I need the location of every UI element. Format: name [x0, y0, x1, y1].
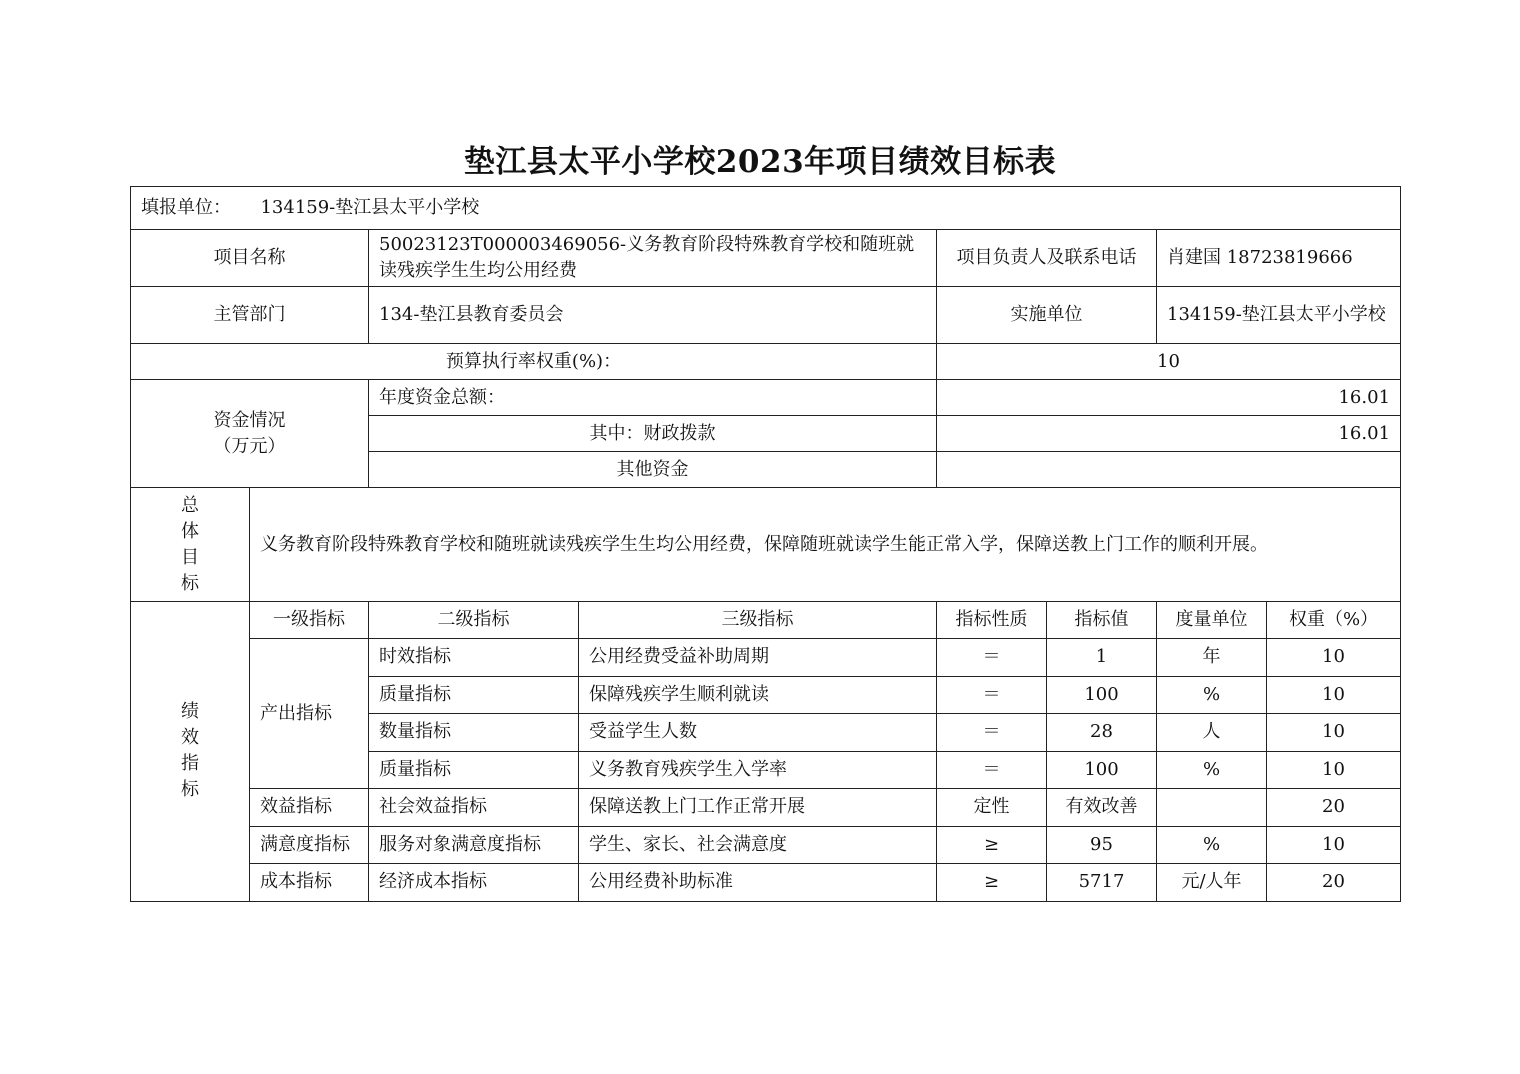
- project-contact-label: 项目负责人及联系电话: [937, 230, 1157, 287]
- nature-cell: ＝: [937, 639, 1047, 677]
- perf-label-char: 绩: [181, 701, 199, 723]
- fiscal-funds-value: 16.01: [937, 416, 1401, 452]
- value-cell: 100: [1047, 751, 1157, 789]
- level3-cell: 受益学生人数: [579, 714, 937, 752]
- value-cell: 95: [1047, 826, 1157, 864]
- weight-cell: 20: [1267, 864, 1401, 902]
- unit-cell: [1157, 789, 1267, 827]
- weight-cell: 10: [1267, 751, 1401, 789]
- value-cell: 1: [1047, 639, 1157, 677]
- value-cell: 有效改善: [1047, 789, 1157, 827]
- unit-cell: %: [1157, 676, 1267, 714]
- table-row: [131, 864, 1401, 902]
- header-unit: 度量单位: [1157, 602, 1267, 639]
- impl-unit-value: 134159-垫江县太平小学校: [1157, 287, 1401, 344]
- nature-cell: ＝: [937, 714, 1047, 752]
- weight-cell: 10: [1267, 714, 1401, 752]
- dept-label: 主管部门: [131, 287, 369, 344]
- unit-cell: %: [1157, 826, 1267, 864]
- table-row: [131, 639, 1401, 677]
- perf-label-char: 效: [181, 727, 199, 749]
- performance-target-table: [130, 186, 1401, 902]
- budget-rate-label: 预算执行率权重(%)：: [131, 344, 937, 380]
- level2-cell: 经济成本指标: [369, 864, 579, 902]
- level3-cell: 公用经费补助标准: [579, 864, 937, 902]
- goal-label-char: 体: [181, 520, 199, 542]
- level3-cell: 保障残疾学生顺利就读: [579, 676, 937, 714]
- nature-cell: 定性: [937, 789, 1047, 827]
- nature-cell: ≥: [937, 826, 1047, 864]
- weight-cell: 20: [1267, 789, 1401, 827]
- value-cell: 28: [1047, 714, 1157, 752]
- nature-cell: ≥: [937, 864, 1047, 902]
- goal-text: 义务教育阶段特殊教育学校和随班就读残疾学生生均公用经费，保障随班就读学生能正常入学，保障送教上门工作的顺利开展。: [250, 488, 1401, 602]
- level2-cell: 质量指标: [369, 751, 579, 789]
- header-weight: 权重（%）: [1267, 602, 1401, 639]
- perf-label-char: 标: [181, 779, 199, 801]
- annual-funds-value: 16.01: [937, 380, 1401, 416]
- fill-unit-value: 134159-垫江县太平小学校: [260, 197, 480, 218]
- project-contact-value: 肖建国 18723819666: [1157, 230, 1401, 287]
- weight-cell: 10: [1267, 826, 1401, 864]
- impl-unit-label: 实施单位: [937, 287, 1157, 344]
- unit-cell: 元/人年: [1157, 864, 1267, 902]
- weight-cell: 10: [1267, 639, 1401, 677]
- unit-cell: %: [1157, 751, 1267, 789]
- unit-cell: 年: [1157, 639, 1267, 677]
- header-value: 指标值: [1047, 602, 1157, 639]
- goal-label-char: 总: [181, 494, 199, 516]
- level1-cell: 效益指标: [250, 789, 369, 827]
- value-cell: 100: [1047, 676, 1157, 714]
- value-cell: 5717: [1047, 864, 1157, 902]
- level2-cell: 质量指标: [369, 676, 579, 714]
- goal-label-char: 标: [181, 572, 199, 594]
- goal-label-char: 目: [181, 546, 199, 568]
- weight-cell: 10: [1267, 676, 1401, 714]
- header-level2: 二级指标: [369, 602, 579, 639]
- header-level3: 三级指标: [579, 602, 937, 639]
- level2-cell: 社会效益指标: [369, 789, 579, 827]
- budget-rate-value: 10: [937, 344, 1401, 380]
- unit-cell: 人: [1157, 714, 1267, 752]
- nature-cell: ＝: [937, 676, 1047, 714]
- perf-label: [131, 602, 250, 902]
- annual-funds-label: 年度资金总额：: [369, 380, 937, 416]
- level3-cell: 保障送教上门工作正常开展: [579, 789, 937, 827]
- header-nature: 指标性质: [937, 602, 1047, 639]
- funds-label: [131, 380, 369, 488]
- funds-label-line1: 资金情况: [213, 409, 286, 431]
- level1-cell: 满意度指标: [250, 826, 369, 864]
- header-level1: 一级指标: [250, 602, 369, 639]
- level2-cell: 数量指标: [369, 714, 579, 752]
- perf-label-char: 指: [181, 753, 199, 775]
- level2-cell: 服务对象满意度指标: [369, 826, 579, 864]
- level1-cell: 成本指标: [250, 864, 369, 902]
- level3-cell: 学生、家长、社会满意度: [579, 826, 937, 864]
- fiscal-funds-label: 其中：财政拨款: [369, 416, 937, 452]
- dept-value: 134-垫江县教育委员会: [369, 287, 937, 344]
- project-name-label: 项目名称: [131, 230, 369, 287]
- other-funds-label: 其他资金: [369, 452, 937, 488]
- level3-cell: 公用经费受益补助周期: [579, 639, 937, 677]
- table-row: [131, 826, 1401, 864]
- level3-cell: 义务教育残疾学生入学率: [579, 751, 937, 789]
- fill-unit-cell: [131, 187, 1401, 230]
- other-funds-value: [937, 452, 1401, 488]
- goal-label: [131, 488, 250, 602]
- level2-cell: 时效指标: [369, 639, 579, 677]
- page-title: 垫江县太平小学校2023年项目绩效目标表: [463, 144, 1057, 180]
- project-name-value: 50023123T000003469056-义务教育阶段特殊教育学校和随班就读残疾学生生均公用经费: [369, 230, 937, 287]
- table-row: [131, 789, 1401, 827]
- funds-label-line2: （万元）: [213, 435, 286, 457]
- nature-cell: ＝: [937, 751, 1047, 789]
- output-indicator-label: 产出指标: [250, 639, 369, 789]
- fill-unit-label: 填报单位：: [141, 197, 231, 218]
